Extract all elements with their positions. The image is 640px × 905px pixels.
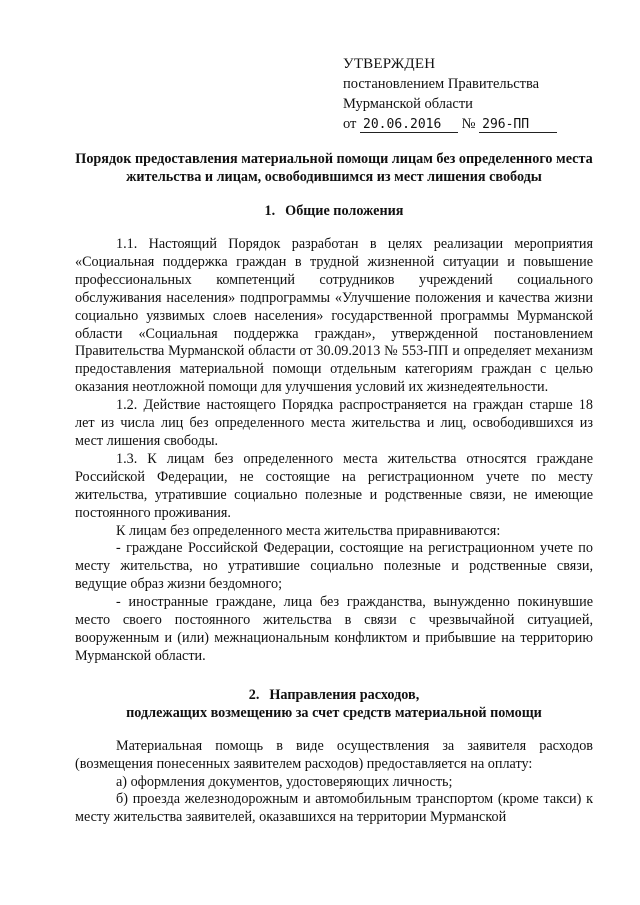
approval-number: 296-ПП	[479, 117, 557, 133]
date-prefix: от	[343, 116, 357, 132]
approval-line-2: Мурманской области	[343, 96, 473, 112]
section-1-title: Общие положения	[285, 203, 404, 219]
section-1-number: 1.	[264, 203, 276, 219]
approval-stamp	[343, 54, 573, 134]
paragraph-equated-citizens: - граждане Российской Федерации, состоящие на регистрационном учете по месту жительства, но утратившие социально полезные и родственные связи, ведущие образ жизни бездомного;	[75, 540, 593, 593]
section-2-heading	[75, 686, 593, 722]
approval-title: УТВЕРЖДЕН	[343, 56, 436, 72]
document-body	[75, 150, 593, 827]
section-2-title-line-1: 2. Направления расходов,	[248, 686, 420, 703]
number-sign: №	[461, 116, 476, 132]
approval-date: 20.06.2016	[360, 117, 458, 133]
paragraph-equated-intro: К лицам без определенного места жительства приравниваются:	[116, 522, 501, 539]
paragraph-1-1: 1.1. Настоящий Порядок разработан в целях реализации мероприятия «Социальная поддержка граждан в трудной жизненной ситуации и повышение профессиональных компетенций сотрудников учреждений социального обслуживания населения» подпрограммы «Улучшение положения и качества жизни социально уязвимых слоев населения» государственной программы Мурманской области «Социальная поддержка граждан», утвержденной постановлением Правительства Мурманской области от 30.09.2013 № 553-ПП и определяет механизм предоставления материальной помощи отдельным категориям граждан с целью оказания неотложной помощи для улучшения условий их жизнедеятельности.	[75, 236, 593, 396]
paragraph-2-intro: Материальная помощь в виде осуществления за заявителя расходов (возмещения понесенных заявителем расходов) предоставляется на оплату:	[75, 737, 593, 772]
section-1-heading	[75, 202, 593, 220]
paragraph-equated-foreigners: - иностранные граждане, лица без гражданства, вынужденно покинувшие место своего постоянного жительства в связи с чрезвычайной ситуацией, вооруженным и (или) межнациональным конфликтом и прибывшие на территорию Мурманской области.	[75, 594, 593, 664]
paragraph-1-2: 1.2. Действие настоящего Порядка распространяется на граждан старше 18 лет из числа лиц без определенного места жительства и лиц, освободившихся из мест лишения свободы.	[75, 397, 593, 449]
section-2-number: 2.	[248, 686, 260, 703]
paragraph-2-b: б) проезда железнодорожным и автомобильным транспортом (кроме такси) к месту жительства заявителей, оказавшихся на территории Мурманской	[75, 791, 593, 826]
section-2-title-line-2: подлежащих возмещению за счет средств материальной помощи	[126, 704, 542, 721]
paragraph-2-a: а) оформления документов, удостоверяющих личность;	[116, 773, 453, 790]
approval-line-1: постановлением Правительства	[343, 76, 540, 92]
approval-date-line	[343, 114, 573, 134]
document-title: Порядок предоставления материальной помощи лицам без определенного места жительства и лицам, освободившимся из мест лишения свободы	[75, 151, 593, 185]
paragraph-1-3: 1.3. К лицам без определенного места жительства относятся граждане Российской Федерации, не состоящие на регистрационном учете по месту жительства, утратившие социально полезные и родственные связи, не имеющие постоянного проживания.	[75, 450, 593, 521]
